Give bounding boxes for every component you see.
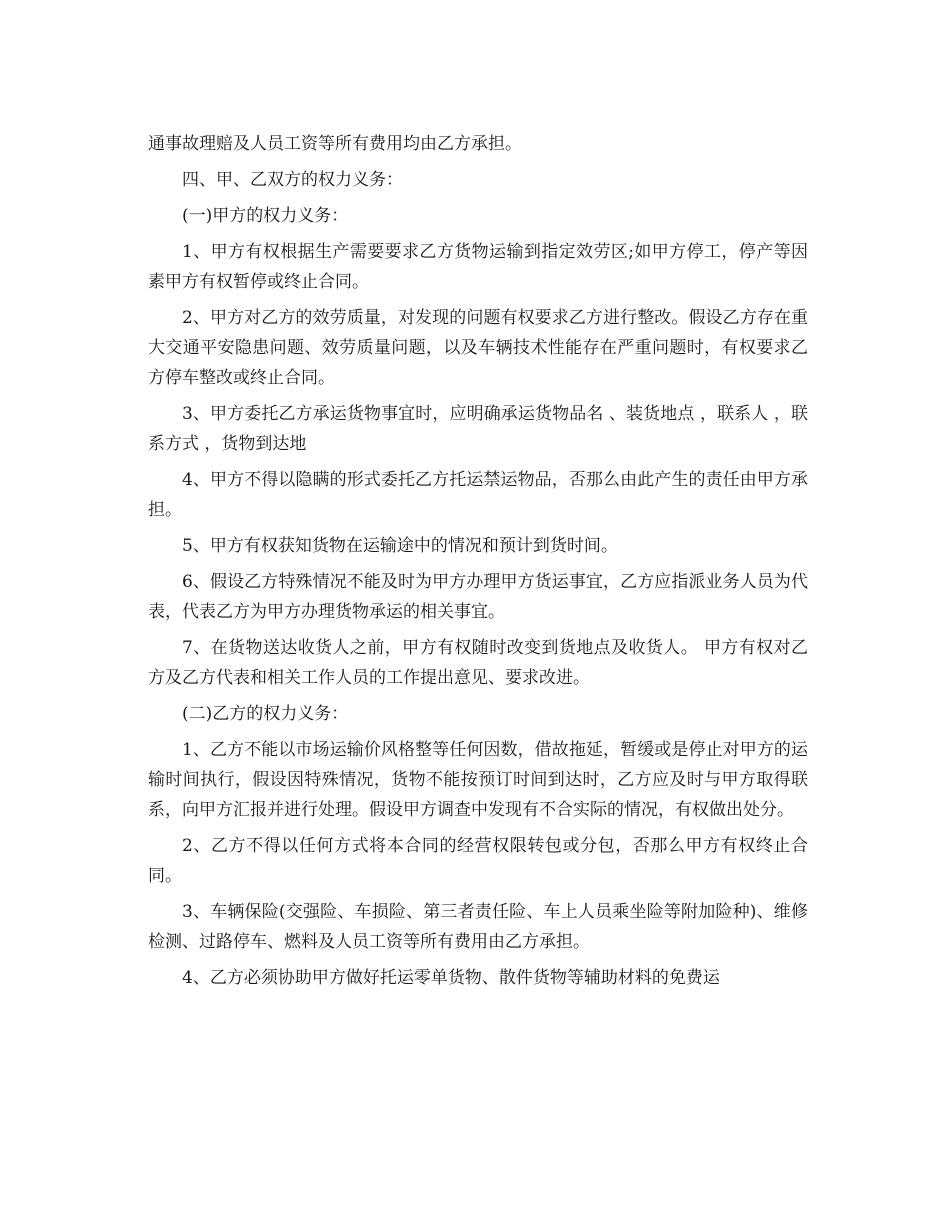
party-a-clause-5: 5、甲方有权获知货物在运输途中的情况和预计到货时间。 [182,536,618,556]
party-a-clause-1: 1、甲方有权根据生产需要要求乙方货物运输到指定效劳区;如甲方停工，停产等因素甲方有权暂停或终止合同。 [148,242,808,292]
document-body [148,129,808,999]
paragraph-1: 通事故理赔及人员工资等所有费用均由乙方承担。 [148,134,522,154]
subsection-heading-party-a: (一)甲方的权力义务： [182,206,349,226]
subsection-heading-party-b: (二)乙方的权力义务： [182,704,349,724]
section-heading-rights-obligations: 四、甲、乙双方的权力义务： [182,170,403,190]
party-a-clause-2: 2、甲方对乙方的效劳质量，对发现的问题有权要求乙方进行整改。假设乙方存在重大交通平安隐患问题、效劳质量问题，以及车辆技术性能存在严重问题时，有权要求乙方停车整改或终止合同。 [148,308,808,388]
party-b-clause-3: 3、车辆保险(交强险、车损险、第三者责任险、车上人员乘坐险等附加险种)、维修检测、过路停车、燃料及人员工资等所有费用由乙方承担。 [148,902,808,952]
party-b-clause-4: 4、乙方必须协助甲方做好托运零单货物、散件货物等辅助材料的免费运 [182,968,720,988]
party-a-clause-4: 4、甲方不得以隐瞒的形式委托乙方托运禁运物品，否那么由此产生的责任由甲方承担。 [148,470,808,520]
party-a-clause-3: 3、甲方委托乙方承运货物事宜时，应明确承运货物品名 、装货地点 ，联系人 ，联系方式 ，货物到达地 [148,404,808,454]
party-a-clause-7: 7、在货物送达收货人之前，甲方有权随时改变到货地点及收货人。 甲方有权对乙方及乙方代表和相关工作人员的工作提出意见、要求改进。 [148,638,808,688]
party-b-clause-1: 1、乙方不能以市场运输价风格整等任何因数，借故拖延，暂缓或是停止对甲方的运输时间执行，假设因特殊情况，货物不能按预订时间到达时，乙方应及时与甲方取得联系，向甲方汇报并进行处理。假设甲方调查中发现有不合实际的情况，有权做出处分。 [148,740,808,820]
party-b-clause-2: 2、乙方不得以任何方式将本合同的经营权限转包或分包，否那么甲方有权终止合同。 [148,836,808,886]
party-a-clause-6: 6、假设乙方特殊情况不能及时为甲方办理甲方货运事宜，乙方应指派业务人员为代表，代表乙方为甲方办理货物承运的相关事宜。 [148,572,808,622]
